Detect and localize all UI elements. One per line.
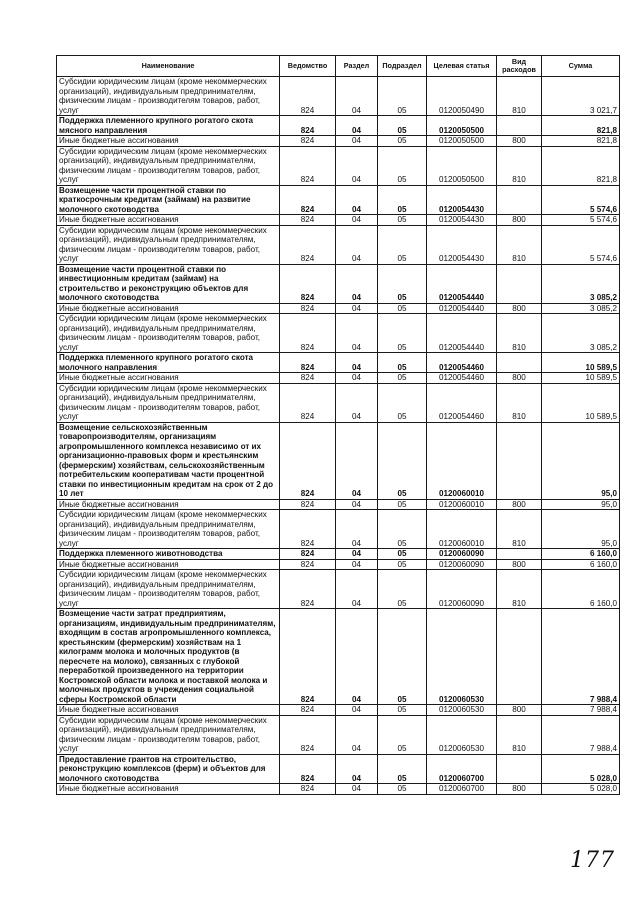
cell-subsection: 05: [378, 225, 427, 264]
cell-exp-type: 810: [497, 570, 542, 609]
budget-table: [56, 55, 620, 795]
cell-target: 0120050500: [427, 146, 497, 185]
table-row: [57, 715, 620, 754]
table-row: [57, 353, 620, 373]
cell-target: 0120060090: [427, 559, 497, 570]
cell-exp-type: 800: [497, 784, 542, 795]
table-row: [57, 146, 620, 185]
table-row: [57, 559, 620, 570]
cell-sum: 821,8: [542, 136, 620, 147]
cell-section: 04: [336, 136, 378, 147]
table-row: [57, 116, 620, 136]
cell-dept: 824: [280, 303, 336, 314]
cell-dept: 824: [280, 705, 336, 716]
cell-section: 04: [336, 784, 378, 795]
cell-subsection: 05: [378, 314, 427, 353]
cell-name: Субсидии юридическим лицам (кроме некоммерческих организаций), индивидуальным предпринимателям, физическим лицам - производителям товаров, работ, услуг: [57, 146, 280, 185]
cell-subsection: 05: [378, 422, 427, 499]
cell-sum: 3 021,7: [542, 77, 620, 116]
cell-target: 0120054440: [427, 314, 497, 353]
table-row: [57, 570, 620, 609]
cell-exp-type: [497, 609, 542, 705]
cell-target: 0120050490: [427, 77, 497, 116]
cell-sum: 5 574,6: [542, 185, 620, 215]
cell-target: 0120060010: [427, 510, 497, 549]
cell-target: 0120060090: [427, 549, 497, 560]
cell-sum: 6 160,0: [542, 559, 620, 570]
cell-section: 04: [336, 303, 378, 314]
cell-name: Субсидии юридическим лицам (кроме некоммерческих организаций), индивидуальным предпринимателям, физическим лицам - производителям товаров, работ, услуг: [57, 77, 280, 116]
cell-name: Возмещение части процентной ставки по краткосрочным кредитам (займам) на развитие молочного скотоводства: [57, 185, 280, 215]
cell-subsection: 05: [378, 705, 427, 716]
cell-subsection: 05: [378, 499, 427, 510]
cell-dept: 824: [280, 784, 336, 795]
cell-section: 04: [336, 499, 378, 510]
cell-sum: 95,0: [542, 422, 620, 499]
table-header-row: [57, 56, 620, 77]
cell-exp-type: 800: [497, 705, 542, 716]
cell-sum: 10 589,5: [542, 353, 620, 373]
cell-section: 04: [336, 215, 378, 226]
cell-subsection: 05: [378, 185, 427, 215]
cell-name: Иные бюджетные ассигнования: [57, 373, 280, 384]
cell-exp-type: [497, 422, 542, 499]
cell-exp-type: 800: [497, 303, 542, 314]
table-row: [57, 303, 620, 314]
table-row: [57, 705, 620, 716]
cell-sum: 821,8: [542, 116, 620, 136]
cell-target: 0120050500: [427, 116, 497, 136]
cell-target: 0120060530: [427, 715, 497, 754]
cell-dept: 824: [280, 314, 336, 353]
page-number: 177: [570, 848, 615, 873]
cell-dept: 824: [280, 225, 336, 264]
cell-name: Поддержка племенного животноводства: [57, 549, 280, 560]
cell-name: Субсидии юридическим лицам (кроме некоммерческих организаций), индивидуальным предпринимателям, физическим лицам - производителям товаров, работ, услуг: [57, 510, 280, 549]
cell-name: Предоставление грантов на строительство, реконструкцию комплексов (ферм) и объектов для молочного скотоводства: [57, 754, 280, 784]
cell-exp-type: 810: [497, 77, 542, 116]
cell-subsection: 05: [378, 77, 427, 116]
cell-target: 0120054460: [427, 353, 497, 373]
cell-dept: 824: [280, 549, 336, 560]
table-row: [57, 185, 620, 215]
cell-sum: 95,0: [542, 499, 620, 510]
cell-section: 04: [336, 77, 378, 116]
cell-dept: 824: [280, 373, 336, 384]
table-row: [57, 422, 620, 499]
header-dept: Ведомство: [280, 56, 336, 77]
cell-sum: 7 988,4: [542, 609, 620, 705]
cell-exp-type: 810: [497, 146, 542, 185]
cell-exp-type: [497, 185, 542, 215]
cell-section: 04: [336, 314, 378, 353]
cell-section: 04: [336, 225, 378, 264]
cell-section: 04: [336, 705, 378, 716]
cell-dept: 824: [280, 116, 336, 136]
header-section: Раздел: [336, 56, 378, 77]
cell-exp-type: [497, 116, 542, 136]
cell-dept: 824: [280, 77, 336, 116]
header-subsection: Подраздел: [378, 56, 427, 77]
table-row: [57, 225, 620, 264]
cell-dept: 824: [280, 499, 336, 510]
table-body: [57, 77, 620, 795]
cell-name: Иные бюджетные ассигнования: [57, 215, 280, 226]
cell-name: Иные бюджетные ассигнования: [57, 784, 280, 795]
cell-sum: 821,8: [542, 146, 620, 185]
table-row: [57, 383, 620, 422]
cell-subsection: 05: [378, 559, 427, 570]
cell-exp-type: [497, 353, 542, 373]
cell-dept: 824: [280, 215, 336, 226]
cell-sum: 10 589,5: [542, 383, 620, 422]
cell-section: 04: [336, 754, 378, 784]
header-target: Целевая статья: [427, 56, 497, 77]
cell-section: 04: [336, 116, 378, 136]
cell-exp-type: [497, 264, 542, 303]
cell-dept: 824: [280, 570, 336, 609]
cell-dept: 824: [280, 754, 336, 784]
cell-sum: 6 160,0: [542, 549, 620, 560]
cell-sum: 3 085,2: [542, 314, 620, 353]
cell-subsection: 05: [378, 383, 427, 422]
cell-section: 04: [336, 353, 378, 373]
cell-name: Иные бюджетные ассигнования: [57, 559, 280, 570]
cell-section: 04: [336, 559, 378, 570]
cell-exp-type: 800: [497, 215, 542, 226]
cell-sum: 95,0: [542, 510, 620, 549]
table-row: [57, 549, 620, 560]
cell-section: 04: [336, 146, 378, 185]
table-row: [57, 609, 620, 705]
cell-target: 0120060530: [427, 609, 497, 705]
cell-subsection: 05: [378, 784, 427, 795]
table-row: [57, 373, 620, 384]
cell-exp-type: 810: [497, 510, 542, 549]
cell-name: Иные бюджетные ассигнования: [57, 303, 280, 314]
cell-sum: 3 085,2: [542, 264, 620, 303]
cell-name: Субсидии юридическим лицам (кроме некоммерческих организаций), индивидуальным предпринимателям, физическим лицам - производителям товаров, работ, услуг: [57, 715, 280, 754]
cell-sum: 7 988,4: [542, 715, 620, 754]
cell-exp-type: 800: [497, 499, 542, 510]
cell-subsection: 05: [378, 146, 427, 185]
cell-target: 0120054440: [427, 264, 497, 303]
cell-name: Поддержка племенного крупного рогатого скота молочного направления: [57, 353, 280, 373]
cell-name: Возмещение сельскохозяйственным товаропроизводителям, организациям агропромышленного комплекса независимо от их организационно-правовых форм и крестьянским (фермерским) хозяйствам, сельскохозяйственным потребительским кооперативам части процентной ставки по инвестиционным кредитам на срок от 2 до 10 лет: [57, 422, 280, 499]
cell-subsection: 05: [378, 510, 427, 549]
table-row: [57, 510, 620, 549]
cell-exp-type: 800: [497, 559, 542, 570]
cell-target: 0120054460: [427, 383, 497, 422]
cell-subsection: 05: [378, 264, 427, 303]
cell-exp-type: 800: [497, 373, 542, 384]
cell-dept: 824: [280, 609, 336, 705]
cell-subsection: 05: [378, 116, 427, 136]
header-name: Наименование: [57, 56, 280, 77]
cell-sum: 10 589,5: [542, 373, 620, 384]
cell-dept: 824: [280, 383, 336, 422]
cell-target: 0120054430: [427, 225, 497, 264]
cell-section: 04: [336, 264, 378, 303]
cell-subsection: 05: [378, 549, 427, 560]
cell-target: 0120054430: [427, 185, 497, 215]
cell-sum: 5 028,0: [542, 784, 620, 795]
table-row: [57, 264, 620, 303]
cell-section: 04: [336, 383, 378, 422]
cell-section: 04: [336, 510, 378, 549]
cell-name: Иные бюджетные ассигнования: [57, 499, 280, 510]
cell-exp-type: 810: [497, 715, 542, 754]
cell-sum: 6 160,0: [542, 570, 620, 609]
cell-section: 04: [336, 570, 378, 609]
cell-subsection: 05: [378, 754, 427, 784]
table-row: [57, 754, 620, 784]
cell-dept: 824: [280, 136, 336, 147]
cell-target: 0120060530: [427, 705, 497, 716]
cell-dept: 824: [280, 353, 336, 373]
cell-dept: 824: [280, 185, 336, 215]
cell-name: Иные бюджетные ассигнования: [57, 705, 280, 716]
cell-sum: 5 574,6: [542, 225, 620, 264]
cell-sum: 3 085,2: [542, 303, 620, 314]
cell-name: Возмещение части затрат предприятиям, организациям, индивидуальным предпринимателям, входящим в состав агропромышленного комплекса, крестьянским (фермерским) хозяйствам на 1 килограмм молока и молочных продуктов (в пересчете на молоко), связанных с глубокой переработкой произведенного на территории Костромской области молока и поставкой молока и молочных продуктов в учреждения социальной сферы Костромской области: [57, 609, 280, 705]
cell-sum: 5 574,6: [542, 215, 620, 226]
cell-name: Субсидии юридическим лицам (кроме некоммерческих организаций), индивидуальным предпринимателям, физическим лицам - производителям товаров, работ, услуг: [57, 225, 280, 264]
cell-target: 0120054460: [427, 373, 497, 384]
cell-dept: 824: [280, 510, 336, 549]
cell-subsection: 05: [378, 570, 427, 609]
cell-sum: 7 988,4: [542, 705, 620, 716]
cell-section: 04: [336, 422, 378, 499]
cell-sum: 5 028,0: [542, 754, 620, 784]
cell-subsection: 05: [378, 215, 427, 226]
cell-target: 0120050500: [427, 136, 497, 147]
cell-target: 0120060010: [427, 499, 497, 510]
cell-section: 04: [336, 715, 378, 754]
table-row: [57, 77, 620, 116]
cell-subsection: 05: [378, 373, 427, 384]
cell-name: Субсидии юридическим лицам (кроме некоммерческих организаций), индивидуальным предпринимателям, физическим лицам - производителям товаров, работ, услуг: [57, 314, 280, 353]
cell-target: 0120060090: [427, 570, 497, 609]
cell-name: Субсидии юридическим лицам (кроме некоммерческих организаций), индивидуальным предпринимателям, физическим лицам - производителям товаров, работ, услуг: [57, 570, 280, 609]
cell-exp-type: [497, 549, 542, 560]
header-exp-type: Вид расходов: [497, 56, 542, 77]
cell-section: 04: [336, 373, 378, 384]
cell-subsection: 05: [378, 303, 427, 314]
table-row: [57, 314, 620, 353]
cell-subsection: 05: [378, 136, 427, 147]
table-row: [57, 215, 620, 226]
cell-name: Поддержка племенного крупного рогатого скота мясного направления: [57, 116, 280, 136]
cell-dept: 824: [280, 146, 336, 185]
cell-subsection: 05: [378, 609, 427, 705]
cell-section: 04: [336, 185, 378, 215]
cell-subsection: 05: [378, 353, 427, 373]
cell-target: 0120054430: [427, 215, 497, 226]
cell-name: Возмещение части процентной ставки по инвестиционным кредитам (займам) на строительство и реконструкцию объектов для молочного скотоводства: [57, 264, 280, 303]
cell-exp-type: [497, 754, 542, 784]
cell-exp-type: 800: [497, 136, 542, 147]
cell-exp-type: 810: [497, 383, 542, 422]
cell-exp-type: 810: [497, 225, 542, 264]
table-row: [57, 784, 620, 795]
cell-dept: 824: [280, 264, 336, 303]
cell-target: 0120060010: [427, 422, 497, 499]
cell-name: Субсидии юридическим лицам (кроме некоммерческих организаций), индивидуальным предпринимателям, физическим лицам - производителям товаров, работ, услуг: [57, 383, 280, 422]
cell-name: Иные бюджетные ассигнования: [57, 136, 280, 147]
cell-dept: 824: [280, 422, 336, 499]
table-row: [57, 136, 620, 147]
cell-target: 0120060700: [427, 784, 497, 795]
cell-section: 04: [336, 549, 378, 560]
cell-subsection: 05: [378, 715, 427, 754]
header-sum: Сумма: [542, 56, 620, 77]
cell-exp-type: 810: [497, 314, 542, 353]
table-row: [57, 499, 620, 510]
cell-target: 0120054440: [427, 303, 497, 314]
cell-section: 04: [336, 609, 378, 705]
cell-target: 0120060700: [427, 754, 497, 784]
cell-dept: 824: [280, 559, 336, 570]
cell-dept: 824: [280, 715, 336, 754]
